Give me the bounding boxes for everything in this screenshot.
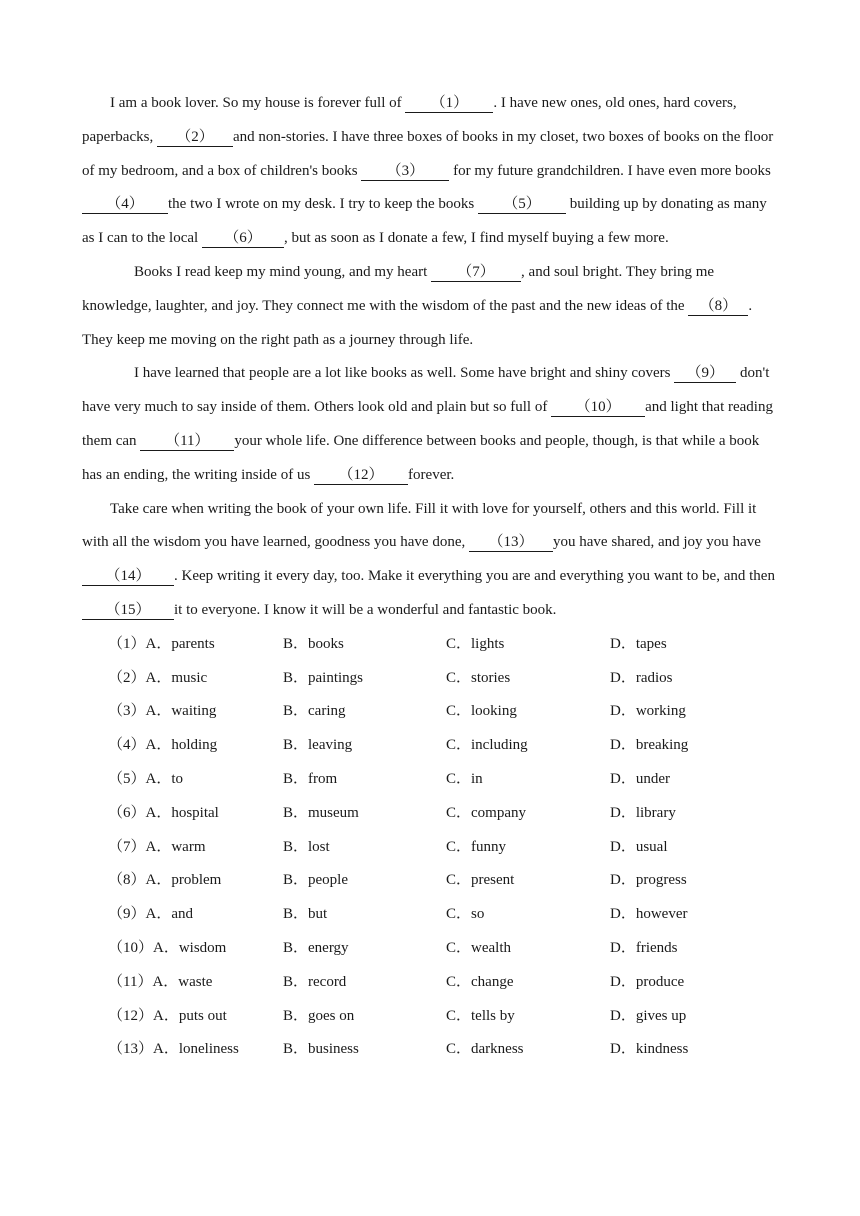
option-a[interactable]: A．waiting xyxy=(145,703,217,720)
option-b[interactable]: B．museum xyxy=(283,804,359,821)
question-number-and-option-a[interactable] xyxy=(108,864,221,898)
question-number: （12） xyxy=(108,1007,154,1024)
option-d[interactable]: D．produce xyxy=(610,973,685,990)
question-number: （10） xyxy=(108,939,154,956)
cloze-exercise xyxy=(82,87,782,1067)
answer-blank[interactable]: （6） xyxy=(202,229,284,248)
passage-text: building up by donating as many as I can to the local xyxy=(82,196,767,247)
option-row xyxy=(82,695,782,729)
option-c[interactable]: C．funny xyxy=(446,838,507,855)
option-a[interactable]: A．wisdom xyxy=(153,939,227,956)
paragraph-2 xyxy=(82,256,782,357)
option-row xyxy=(82,662,782,696)
question-number: （1） xyxy=(108,635,146,652)
answer-blank[interactable]: （12） xyxy=(314,466,408,485)
option-b[interactable]: B．goes on xyxy=(283,1007,355,1024)
question-number-and-option-a[interactable] xyxy=(108,662,207,696)
option-a[interactable]: A．and xyxy=(145,906,194,923)
question-number-and-option-a[interactable] xyxy=(108,695,216,729)
question-number-and-option-a[interactable] xyxy=(108,763,183,797)
answer-blank[interactable]: （1） xyxy=(405,94,493,113)
passage-text: you have shared, and joy you have xyxy=(553,534,761,551)
question-number-and-option-a[interactable] xyxy=(108,1000,227,1034)
option-c[interactable]: C．lights xyxy=(446,635,505,652)
option-a[interactable]: A．puts out xyxy=(153,1007,227,1024)
option-d[interactable]: D．gives up xyxy=(610,1007,687,1024)
option-c[interactable]: C．including xyxy=(446,737,528,754)
question-number: （4） xyxy=(108,737,146,754)
question-number: （3） xyxy=(108,703,146,720)
option-c[interactable]: C．change xyxy=(446,973,514,990)
option-c[interactable]: C．darkness xyxy=(446,1041,524,1058)
answer-blank[interactable]: （14） xyxy=(82,567,174,586)
option-c[interactable]: C．wealth xyxy=(446,939,511,956)
question-number-and-option-a[interactable] xyxy=(108,797,219,831)
passage-text: I have learned that people are a lot like books as well. Some have bright and shiny covers xyxy=(134,365,675,382)
option-d[interactable]: D．under xyxy=(610,770,670,787)
option-b[interactable]: B．leaving xyxy=(283,737,353,754)
question-number-and-option-a[interactable] xyxy=(108,1033,239,1067)
answer-blank[interactable]: （5） xyxy=(478,195,566,214)
option-row xyxy=(82,763,782,797)
option-a[interactable]: A．parents xyxy=(145,635,215,652)
answer-blank[interactable]: （13） xyxy=(469,533,553,552)
question-number: （8） xyxy=(108,872,146,889)
paragraph-3 xyxy=(82,357,782,492)
question-number-and-option-a[interactable] xyxy=(108,628,215,662)
option-c[interactable]: C．looking xyxy=(446,703,517,720)
option-d[interactable]: D．tapes xyxy=(610,635,667,652)
option-b[interactable]: B．from xyxy=(283,770,338,787)
option-b[interactable]: B．energy xyxy=(283,939,349,956)
option-a[interactable]: A．warm xyxy=(145,838,206,855)
answer-blank[interactable]: （2） xyxy=(157,128,233,147)
answer-blank[interactable]: （3） xyxy=(361,162,449,181)
option-row xyxy=(82,797,782,831)
option-row xyxy=(82,932,782,966)
question-number-and-option-a[interactable] xyxy=(108,966,212,1000)
passage-text: the two I wrote on my desk. I try to keep the books xyxy=(168,196,478,213)
paragraph-4 xyxy=(82,493,782,628)
option-row xyxy=(82,1000,782,1034)
answer-blank[interactable]: （7） xyxy=(431,263,521,282)
answer-blank[interactable]: （8） xyxy=(688,297,748,316)
answer-blank[interactable]: （10） xyxy=(551,398,645,417)
passage-text: forever. xyxy=(408,466,455,483)
passage-text: . I have new ones, old ones, hard covers, paperbacks, xyxy=(82,95,737,145)
question-number: （5） xyxy=(108,770,146,787)
option-d[interactable]: D．kindness xyxy=(610,1041,689,1058)
option-d[interactable]: D．radios xyxy=(610,669,673,686)
answer-blank[interactable]: （11） xyxy=(140,432,234,451)
answer-blank[interactable]: （4） xyxy=(82,195,168,214)
passage-text: , but as soon as I donate a few, I find myself buying a few more. xyxy=(283,230,669,247)
question-number: （2） xyxy=(108,669,146,686)
option-c[interactable]: C．company xyxy=(446,804,526,821)
question-number-and-option-a[interactable] xyxy=(108,729,217,763)
question-number: （6） xyxy=(108,804,146,821)
option-d[interactable]: D．friends xyxy=(610,939,678,956)
option-row xyxy=(82,628,782,662)
question-number-and-option-a[interactable] xyxy=(108,932,226,966)
passage-text: , and soul bright. They bring me knowledge, laughter, and joy. They connect me with the wisdom of the past and the new ideas of the xyxy=(82,263,715,314)
passage-text: and light that reading them can xyxy=(82,399,773,449)
option-a[interactable]: A．problem xyxy=(145,872,222,889)
option-a[interactable]: A．hospital xyxy=(145,804,219,821)
question-number-and-option-a[interactable] xyxy=(108,898,193,932)
passage-text: your whole life. One difference between books and people, though, is that while a book has an ending, the writing inside of us xyxy=(82,432,760,483)
option-a[interactable]: A．to xyxy=(145,770,184,787)
option-d[interactable]: D．breaking xyxy=(610,737,689,754)
option-row xyxy=(82,898,782,932)
option-c[interactable]: C．in xyxy=(446,770,483,787)
passage-text: . They keep me moving on the right path as a journey through life. xyxy=(82,297,753,348)
passage-text: and non-stories. I have three boxes of books in my closet, two boxes of books on the floor of my bedroom, and a box of children's books xyxy=(82,128,774,179)
option-a[interactable]: A．loneliness xyxy=(153,1041,239,1058)
option-a[interactable]: A．holding xyxy=(145,737,218,754)
question-number: （7） xyxy=(108,838,146,855)
option-b[interactable]: B．people xyxy=(283,872,348,889)
option-row xyxy=(82,1033,782,1067)
option-row xyxy=(82,831,782,865)
option-b[interactable]: B．business xyxy=(283,1041,359,1058)
answer-blank[interactable]: （9） xyxy=(674,364,736,383)
option-row xyxy=(82,729,782,763)
option-d[interactable]: D．working xyxy=(610,703,686,720)
option-d[interactable]: D．usual xyxy=(610,838,668,855)
option-b[interactable]: B．books xyxy=(283,635,344,652)
option-c[interactable]: C．present xyxy=(446,872,515,889)
option-row xyxy=(82,864,782,898)
option-a[interactable]: A．waste xyxy=(152,973,213,990)
option-b[interactable]: B．but xyxy=(283,906,328,923)
option-d[interactable]: D．library xyxy=(610,804,676,821)
option-b[interactable]: B．record xyxy=(283,973,347,990)
option-d[interactable]: D．however xyxy=(610,906,688,923)
passage-text: for my future grandchildren. I have even more books xyxy=(449,162,771,179)
option-b[interactable]: B．caring xyxy=(283,703,346,720)
option-a[interactable]: A．music xyxy=(145,669,208,686)
options-list xyxy=(82,628,782,1067)
passage-text: . Keep writing it every day, too. Make it everything you are and everything you want to be, and then xyxy=(174,568,775,585)
question-number: （9） xyxy=(108,906,146,923)
question-number-and-option-a[interactable] xyxy=(108,831,206,865)
passage-text: Books I read keep my mind young, and my heart xyxy=(134,263,432,280)
option-d[interactable]: D．progress xyxy=(610,872,687,889)
passage-text: it to everyone. I know it will be a wonderful and fantastic book. xyxy=(174,601,557,618)
answer-blank[interactable]: （15） xyxy=(82,601,174,620)
question-number: （13） xyxy=(108,1041,154,1058)
passage-text: don't have very much to say inside of them. Others look old and plain but so full of xyxy=(82,365,770,416)
passage-text: Take care when writing the book of your own life. Fill it with love for yourself, others and this world. Fill it with all the wisdom you have learned, goodness you have done, xyxy=(82,500,757,551)
option-b[interactable]: B．lost xyxy=(283,838,330,855)
option-b[interactable]: B．paintings xyxy=(283,669,364,686)
option-c[interactable]: C．tells by xyxy=(446,1007,515,1024)
paragraph-1 xyxy=(82,87,782,256)
question-number: （11） xyxy=(108,973,153,990)
option-c[interactable]: C．stories xyxy=(446,669,511,686)
option-row xyxy=(82,966,782,1000)
passage-text: I am a book lover. So my house is forever full of xyxy=(110,95,406,111)
option-c[interactable]: C．so xyxy=(446,906,485,923)
